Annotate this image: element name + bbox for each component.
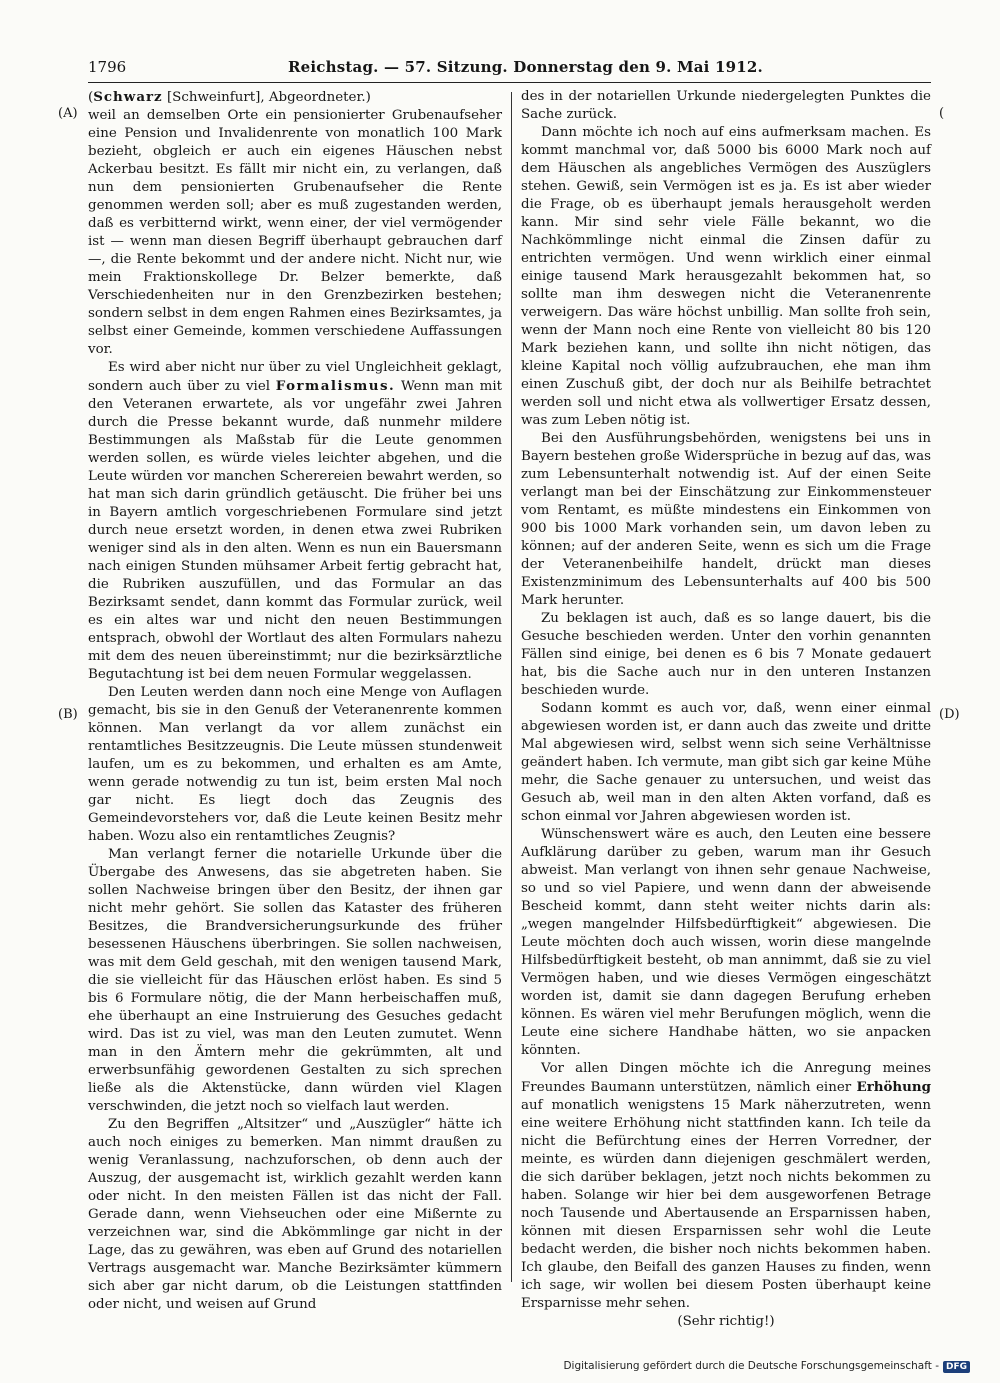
running-title: Reichstag. — 57. Sitzung. Donnerstag den 9. Mai 1912. <box>288 58 763 76</box>
footer-text: Digitalisierung gefördert durch die Deutsche Forschungsgemeinschaft - <box>563 1360 939 1372</box>
emphasis-erhoehung: Erhöhung <box>856 1079 931 1095</box>
page-number: 1796 <box>88 58 127 76</box>
applause-note: (Sehr richtig!) <box>677 1314 775 1329</box>
paragraph <box>88 359 502 684</box>
dfg-logo: DFG <box>943 1361 970 1373</box>
speaker-affiliation: [Schweinfurt], Abgeordneter.) <box>166 90 371 105</box>
paragraph: Dann möchte ich noch auf eins aufmerksam machen. Es kommt manchmal vor, daß 5000 bis 6000 Mark noch auf dem Häuschen als angebliches Vermögen des Auszüglers stehen. Gewiß, sein Vermögen ist es ja. Es ist aber wieder die Frage, ob es überhaupt jemals herausgeholt werden kann. Mir sind sehr viele Fälle bekannt, wo die Nachkömmlinge nicht einmal die Zinsen dafür zu entrichten vermögen. Und wenn wirklich einer einmal einige tausend Mark herausgezahlt bekommen hat, so sollte man ihm deswegen nicht die Veteranenrente verweigern. Das wäre höchst unbillig. Man sollte froh sein, wenn der Mann noch eine Rente von vielleicht 80 bis 120 Mark beziehen kann, und sollte ihn nicht nötigen, das kleine Kapital noch völlig aufzubrauchen, ehe man ihm einen Zuschuß gibt, der doch nur als Beihilfe betrachtet werden soll und nicht etwa als vollwertiger Ersatz dessen, was zum Leben nötig ist. <box>521 125 931 428</box>
right-column <box>521 88 931 1331</box>
emphasis-formalismus: Formalismus. <box>275 378 396 394</box>
footer-credit <box>563 1360 970 1373</box>
paragraph-text: Es wird aber nicht nur über zu viel Ungleichheit geklagt, sondern auch über zu viel <box>88 360 502 394</box>
paragraph-text: Vor allen Dingen möchte ich die Anregung meines Freundes Baumann unterstützen, nämlich einer <box>521 1061 931 1095</box>
paragraph: Sodann kommt es auch vor, daß, wenn einer einmal abgewiesen worden ist, er dann auch das zweite und dritte Mal abgewiesen wird, selbst wenn sich seine Verhältnisse geändert haben. Ich vermute, man gibt sich gar keine Mühe mehr, die Sache genauer zu untersuchen, und weist das Gesuch ab, weil man in den alten Akten vorfand, daß es schon einmal vor Jahren abgewiesen worden ist. <box>521 701 931 824</box>
header-rule <box>88 82 931 83</box>
paragraph: des in der notariellen Urkunde niedergelegten Punktes die Sache zurück. <box>521 89 931 122</box>
speaker-line: (Schwarz [Schweinfurt], Abgeordneter.) <box>88 89 371 105</box>
column-divider <box>511 92 512 1282</box>
paragraph-text: auf monatlich wenigstens 15 Mark näherzutreten, wenn eine weitere Erhöhung nicht stattfinden kann. Ich teile da nicht die Befürchtung eines der Herren Vorredner, der meinte, es würden dann diejenigen geschmälert werden, die sich darüber beklagen, jetzt noch nichts bekommen zu haben. Solange wir hier bei dem ausgeworfenen Betrage noch Tausende und Abertausende an Ersparnissen haben, können mit diesen Ersparnissen sehr wohl die Leute bedacht werden, die bisher noch nichts bekommen haben. Ich glaube, den Beifall des ganzen Hauses zu finden, wenn ich sage, wir wollen bei diesem Posten überhaupt keine Ersparnisse mehr sehen. <box>521 1098 931 1311</box>
page-header <box>88 58 931 80</box>
speaker-name: Schwarz <box>93 89 163 105</box>
paragraph <box>521 1060 931 1313</box>
margin-marker-a: (A) <box>58 106 78 121</box>
paragraph: Zu beklagen ist auch, daß es so lange dauert, bis die Gesuche beschieden werden. Unter den vorhin genannten Fällen sind einige, bei denen es 6 bis 7 Monate gedauert hat, bis die Sache auch nur in den unteren Instanzen beschieden wurde. <box>521 611 931 698</box>
paragraph: Bei den Ausführungsbehörden, wenigstens bei uns in Bayern bestehen große Widersprüche in bezug auf das, was zum Lebensunterhalt notwendig ist. Auf der einen Seite verlangt man bei der Einschätzung zur Einkommensteuer vom Rentamt, es müßte mindestens ein Einkommen von 900 bis 1000 Mark vorhanden sein, um davon leben zu können; auf der anderen Seite, wenn es sich um die Frage der Veteranenbeihilfe handelt, drückt man dieses Existenzminimum des Lebensunterhalts auf 400 bis 500 Mark herunter. <box>521 431 931 608</box>
paragraph: weil an demselben Orte ein pensionierter Grubenaufseher eine Pension und Invalidenrente von monatlich 100 Mark bezieht, obgleich er auch ein eigenes Häuschen nebst Ackerbau besitzt. Es fällt mir nicht ein, zu verlangen, daß nun dem pensionierten Grubenaufseher die Rente genommen werden soll; aber es muß zugestanden werden, daß es verbitternd wirkt, wenn einer, der viel vermögender ist — wenn man diesen Begriff überhaupt gebrauchen darf —, die Rente bekommt und der andere nicht. Nicht nur, wie mein Fraktionskollege Dr. Belzer bemerkte, daß Verschiedenheiten nur in den Grenzbezirken bestehen; sondern selbst in dem engen Rahmen eines Bezirksamtes, ja selbst einer Gemeinde, kommen verschiedene Auffassungen vor. <box>88 108 502 357</box>
paragraph: Man verlangt ferner die notarielle Urkunde über die Übergabe des Anwesens, das sie abgetreten haben. Sie sollen Nachweise bringen über den Besitz, der ihnen gar nicht mehr gehört. Sie sollen das Kataster des früheren Besitzes, die Brandversicherungsurkunde des früher besessenen Häuschens überbringen. Sie sollen nachweisen, was mit dem Geld geschah, mit den wenigen tausend Mark, die sie vielleicht für das Häuschen erlöst haben. Es sind 5 bis 6 Formulare nötig, die der Mann herbeischaffen muß, ehe überhaupt an eine Instruierung des Gesuches gedacht wird. Das ist zu viel, was man den Leuten zumutet. Wenn man in den Ämtern mehr die gekrümmten, alt und erwerbsunfähig gewordenen Gestalten zu sich sprechen ließe als die Aktenstücke, dann würden viel Klagen verschwinden, die jetzt noch so vielfach laut werden. <box>88 847 502 1114</box>
paragraph-text: Wenn man mit den Veteranen erwartete, als vor ungefähr zwei Jahren durch die Presse bekannt wurde, daß nunmehr mildere Bestimmungen als Maßstab für die Leute genommen werden sollen, es würde vieles leichter abgehen, und die Leute würden vor manchen Scherereien bewahrt werden, so hat man sich darin gründlich getäuscht. Die früher bei uns in Bayern amtlich vorgeschriebenen Formulare sind jetzt durch neue ersetzt worden, in denen etwa zwei Rubriken weniger sind als in den alten. Wenn es nun ein Bauersmann nach einigen Stunden mühsamer Arbeit fertig gebracht hat, die Rubriken auszufüllen, und das Formular an das Bezirksamt sendet, dann kommt das Formular zurück, weil es ein altes war und nicht den neuen Bestimmungen entsprach, obwohl der Wortlaut des alten Formulars nahezu mit dem des neuen übereinstimmt; nur die bezirksärztliche Begutachtung ist bei dem neuen Formular weggelassen. <box>88 379 502 682</box>
paragraph: Zu den Begriffen „Altsitzer“ und „Auszügler“ hätte ich auch noch einiges zu bemerken. Man nimmt draußen zu wenig Veranlassung, nachzuforschen, ob denn auch der Auszug, der ausgemacht ist, wirklich gezahlt werden kann oder nicht. In den meisten Fällen ist das nicht der Fall. Gerade dann, wenn Viehseuchen oder eine Mißernte zu verzeichnen war, sind die Abkömmlinge gar nicht in der Lage, das zu gewähren, was eben auf Grund des notariellen Vertrags ausgemacht war. Manche Bezirksämter kümmern sich aber gar nicht darum, ob die Leistungen stattfinden oder nicht, und weisen auf Grund <box>88 1117 502 1312</box>
margin-marker-d: (D) <box>939 707 960 722</box>
left-column <box>88 88 502 1314</box>
paragraph: Den Leuten werden dann noch eine Menge von Auflagen gemacht, bis sie in den Genuß der Veteranenrente kommen können. Man verlangt da vor allem zunächst ein rentamtliches Besitzzeugnis. Die Leute müssen stundenweit laufen, um es zu bekommen, und erhalten es am Amte, wenn gerade notwendig zu tun ist, beim ersten Mal noch gar nicht. Es liegt doch das Zeugnis des Gemeindevorstehers vor, daß die Leute keinen Besitz mehr haben. Wozu also ein rentamtliches Zeugnis? <box>88 685 502 844</box>
margin-marker-b: (B) <box>58 707 78 722</box>
paragraph: Wünschenswert wäre es auch, den Leuten eine bessere Aufklärung darüber zu geben, warum man ihr Gesuch abweist. Man verlangt von ihnen sehr genaue Nachweise, so und so viel Papiere, und wenn dann der abweisende Bescheid kommt, dann steht weiter nichts darin als: „wegen mangelnder Hilfsbedürftigkeit“ abgewiesen. Die Leute möchten doch auch wissen, worin diese mangelnde Hilfsbedürftigkeit besteht, ob man annimmt, daß sie zu viel Vermögen haben, und wie dieses Vermögen eingeschätzt worden ist, damit sie dann dagegen Berufung erheben können. Es wären viel mehr Berufungen möglich, wenn die Leute eine sichere Handhabe hätten, wo sie anpacken könnten. <box>521 827 931 1058</box>
margin-marker-c: ( <box>939 106 945 121</box>
